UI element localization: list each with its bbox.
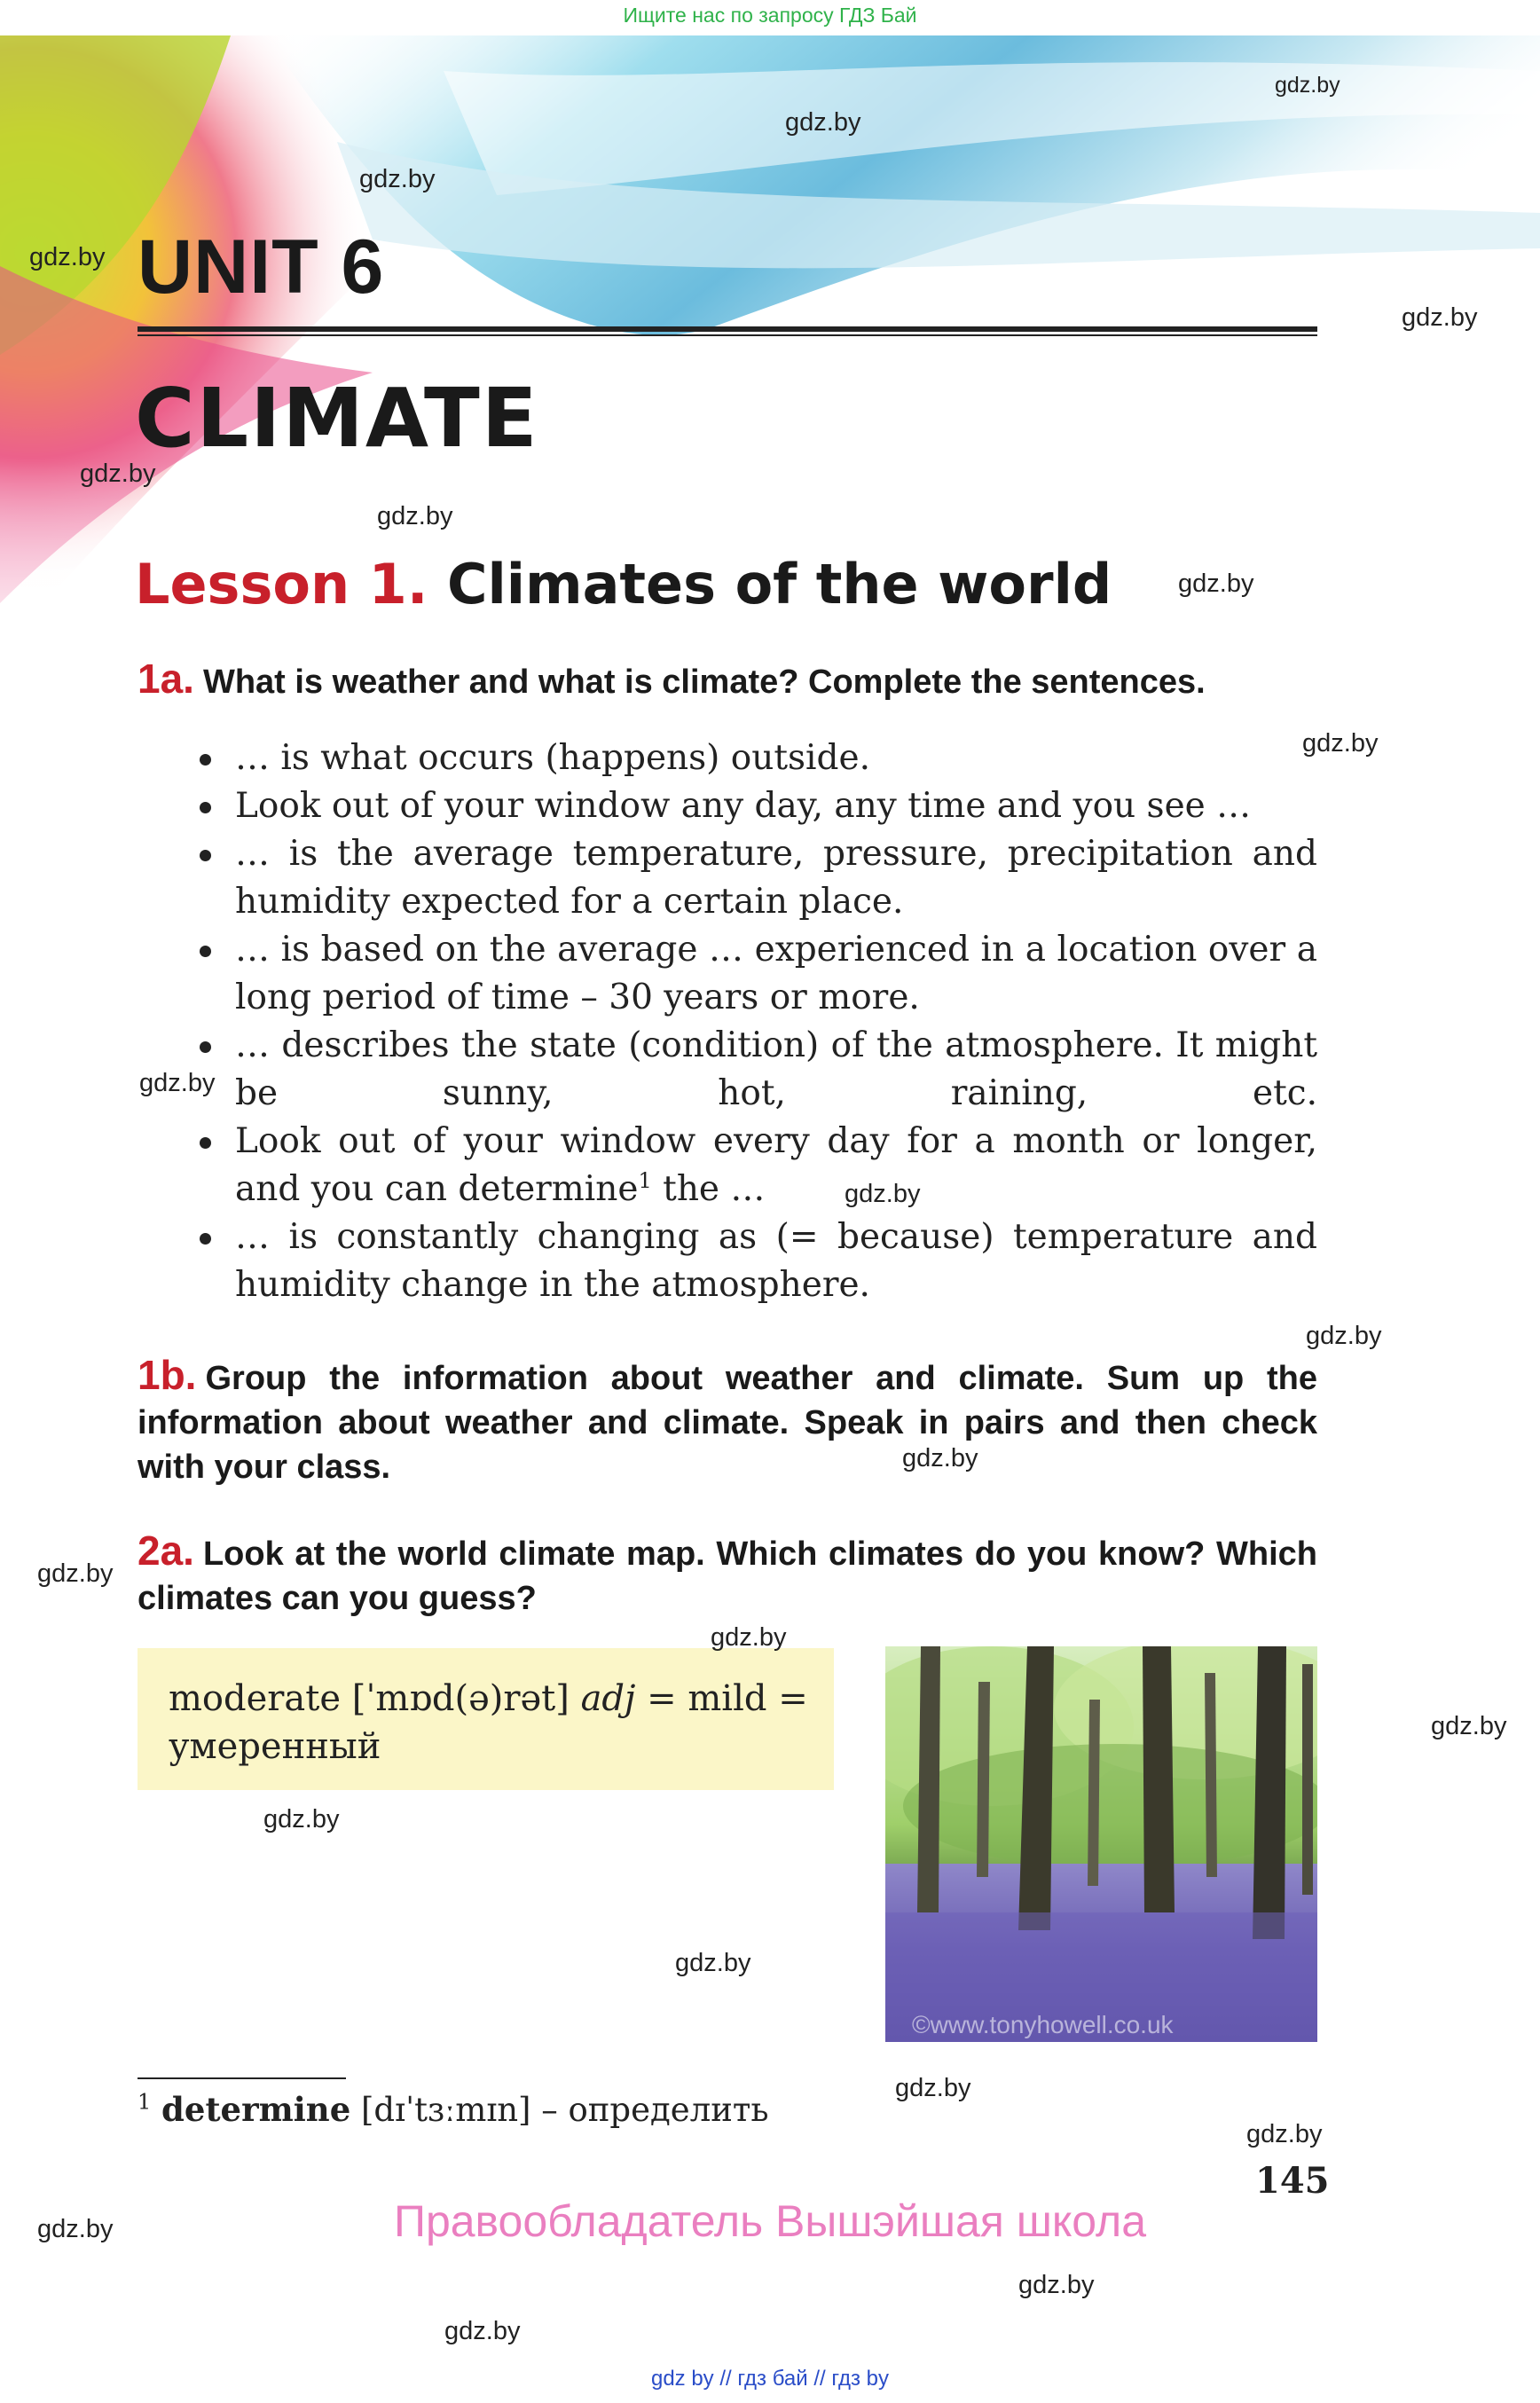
- footnote: [138, 2090, 768, 2129]
- watermark: gdz.by: [845, 1180, 921, 1208]
- watermark: gdz.by: [377, 502, 453, 530]
- footnote-word: determine: [161, 2090, 351, 2129]
- heading-rule-thin: [138, 334, 1317, 336]
- top-note: Ищите нас по запросу ГДЗ Бай: [623, 4, 917, 27]
- watermark: gdz.by: [1302, 729, 1379, 758]
- task-number: 1a.: [138, 656, 194, 702]
- unit-title: UNIT 6: [138, 224, 385, 310]
- lesson-heading: [135, 552, 1112, 616]
- task-instruction: What is weather and what is climate? Complete the sentences.: [202, 664, 1206, 701]
- page-number: 145: [1255, 2160, 1330, 2202]
- list-item: … is the average temperature, pressure, precipitation and humidity expected for a certain place.: [191, 830, 1317, 926]
- photo-credit: ©www.tonyhowell.co.uk: [912, 2011, 1174, 2038]
- lesson-title: Climates of the world: [446, 552, 1112, 616]
- unit-name: CLIMATE: [135, 371, 539, 466]
- bluebell-forest-photo: [885, 1646, 1317, 2042]
- task-instruction: Look at the world climate map. Which climates do you know? Which climates can you guess?: [138, 1535, 1317, 1617]
- lesson-number: Lesson 1.: [135, 552, 428, 616]
- list-item: [191, 1118, 1317, 1213]
- footnote-translation: – определить: [541, 2091, 769, 2129]
- watermark: gdz.by: [1431, 1712, 1507, 1740]
- watermark: gdz.by: [675, 1949, 751, 1977]
- list-item: … is what occurs (happens) outside.: [191, 734, 1317, 782]
- footnote-marker: 1: [638, 1168, 652, 1193]
- list-item: … is constantly changing as (= because) temperature and humidity change in the atmosphere.: [191, 1213, 1317, 1309]
- watermark: gdz.by: [37, 1559, 114, 1588]
- task-1b: [138, 1353, 1317, 1489]
- watermark: gdz.by: [711, 1623, 787, 1652]
- bottom-links: gdz by // гдз бай // гдз by: [650, 2367, 890, 2391]
- watermark: gdz.by: [1402, 303, 1478, 332]
- watermark: gdz.by: [80, 459, 156, 488]
- task-number: 1b.: [138, 1352, 197, 1398]
- footnote-rule: [138, 2077, 346, 2079]
- watermark: gdz.by: [785, 108, 861, 137]
- list-item: Look out of your window any day, any time and you see …: [191, 782, 1317, 830]
- watermark: gdz.by: [444, 2317, 521, 2345]
- list-item-text: Look out of your window every day for a month or longer, and you can determine: [235, 1121, 1317, 1209]
- watermark: gdz.by: [29, 243, 106, 271]
- watermark: gdz.by: [1178, 569, 1254, 598]
- vocabulary-box: [138, 1648, 834, 1790]
- watermark: gdz.by: [895, 2074, 971, 2102]
- watermark: gdz.by: [1306, 1322, 1382, 1350]
- list-item: … describes the state (condition) of the atmosphere. It might be sunny, hot, raining, etc.: [191, 1022, 1317, 1118]
- watermark: gdz.by: [1275, 73, 1340, 98]
- watermark: gdz.by: [263, 1805, 340, 1834]
- vocab-transcription: [ˈmɒd(ə)rət]: [351, 1678, 570, 1719]
- footnote-transcription: [dɪˈtɜːmɪn]: [361, 2091, 531, 2129]
- watermark: gdz.by: [1246, 2120, 1323, 2148]
- list-item: … is based on the average … experienced in a location over a long period of time – 30 years or more.: [191, 926, 1317, 1022]
- footnote-marker: 1: [138, 2089, 152, 2115]
- task-number: 2a.: [138, 1527, 194, 1574]
- heading-rule: [138, 326, 1317, 332]
- task-instruction: Group the information about weather and climate. Sum up the information about weather and climate. Speak in pairs and then check with your class.: [138, 1360, 1317, 1486]
- vocab-word: moderate: [169, 1678, 342, 1719]
- vocabulary-entry: [169, 1675, 816, 1771]
- watermark: gdz.by: [139, 1069, 216, 1097]
- vocab-part-of-speech: adj: [580, 1678, 636, 1719]
- list-item-tail: the …: [651, 1169, 766, 1209]
- watermark: gdz.by: [37, 2215, 114, 2243]
- task-2a: [138, 1528, 1317, 1621]
- watermark: gdz.by: [359, 165, 436, 193]
- vocab-meaning: = mild = умеренный: [169, 1678, 808, 1767]
- copyright-notice: Правообладатель Вышэйшая школа: [394, 2196, 1146, 2246]
- sentence-list: [191, 734, 1317, 1309]
- task-1a: [138, 656, 1317, 704]
- watermark: gdz.by: [1018, 2271, 1095, 2299]
- watermark: gdz.by: [902, 1444, 978, 1472]
